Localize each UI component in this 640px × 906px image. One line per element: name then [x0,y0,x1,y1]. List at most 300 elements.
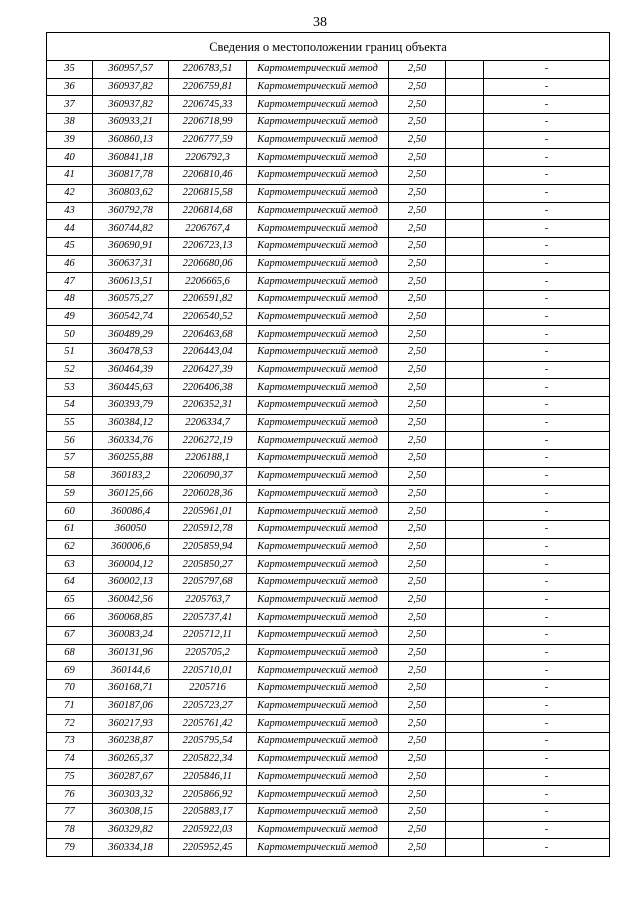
y-coordinate-cell: 2205859,94 [169,538,247,556]
point-number-cell: 57 [47,450,93,468]
x-coordinate-cell: 360478,53 [93,344,169,362]
note-cell: - [484,96,610,114]
y-coordinate-cell: 2205952,45 [169,839,247,857]
empty-cell [446,839,484,857]
accuracy-cell: 2,50 [389,520,446,538]
accuracy-cell: 2,50 [389,485,446,503]
y-coordinate-cell: 2206463,68 [169,326,247,344]
y-coordinate-cell: 2206767,4 [169,220,247,238]
table-row [47,697,610,715]
method-cell: Картометрический метод [247,344,389,362]
y-coordinate-cell: 2206352,31 [169,397,247,415]
x-coordinate-cell: 360006,6 [93,538,169,556]
note-cell: - [484,432,610,450]
method-cell: Картометрический метод [247,149,389,167]
y-coordinate-cell: 2206090,37 [169,467,247,485]
table-row [47,609,610,627]
x-coordinate-cell: 360265,37 [93,750,169,768]
x-coordinate-cell: 360086,4 [93,503,169,521]
accuracy-cell: 2,50 [389,344,446,362]
x-coordinate-cell: 360817,78 [93,167,169,185]
note-cell: - [484,573,610,591]
y-coordinate-cell: 2206815,58 [169,184,247,202]
x-coordinate-cell: 360238,87 [93,733,169,751]
empty-cell [446,662,484,680]
y-coordinate-cell: 2205716 [169,680,247,698]
x-coordinate-cell: 360050 [93,520,169,538]
y-coordinate-cell: 2205761,42 [169,715,247,733]
accuracy-cell: 2,50 [389,750,446,768]
note-cell: - [484,220,610,238]
y-coordinate-cell: 2205797,68 [169,573,247,591]
point-number-cell: 55 [47,414,93,432]
accuracy-cell: 2,50 [389,414,446,432]
accuracy-cell: 2,50 [389,768,446,786]
y-coordinate-cell: 2206718,99 [169,114,247,132]
table-row [47,96,610,114]
empty-cell [446,96,484,114]
method-cell: Картометрический метод [247,768,389,786]
method-cell: Картометрический метод [247,255,389,273]
method-cell: Картометрический метод [247,715,389,733]
point-number-cell: 35 [47,61,93,79]
point-number-cell: 42 [47,184,93,202]
empty-cell [446,326,484,344]
table-row [47,308,610,326]
note-cell: - [484,609,610,627]
method-cell: Картометрический метод [247,167,389,185]
empty-cell [446,344,484,362]
point-number-cell: 45 [47,237,93,255]
method-cell: Картометрический метод [247,414,389,432]
empty-cell [446,467,484,485]
x-coordinate-cell: 360937,82 [93,96,169,114]
y-coordinate-cell: 2206591,82 [169,290,247,308]
accuracy-cell: 2,50 [389,361,446,379]
point-number-cell: 65 [47,591,93,609]
y-coordinate-cell: 2206028,36 [169,485,247,503]
y-coordinate-cell: 2205850,27 [169,556,247,574]
y-coordinate-cell: 2206443,04 [169,344,247,362]
accuracy-cell: 2,50 [389,202,446,220]
note-cell: - [484,733,610,751]
method-cell: Картометрический метод [247,450,389,468]
point-number-cell: 36 [47,78,93,96]
point-number-cell: 75 [47,768,93,786]
empty-cell [446,202,484,220]
table-row [47,379,610,397]
accuracy-cell: 2,50 [389,503,446,521]
table-row [47,344,610,362]
table-row [47,715,610,733]
note-cell: - [484,750,610,768]
y-coordinate-cell: 2205795,54 [169,733,247,751]
empty-cell [446,432,484,450]
empty-cell [446,273,484,291]
accuracy-cell: 2,50 [389,821,446,839]
empty-cell [446,220,484,238]
y-coordinate-cell: 2206680,06 [169,255,247,273]
x-coordinate-cell: 360168,71 [93,680,169,698]
table-row [47,627,610,645]
note-cell: - [484,803,610,821]
table-row [47,768,610,786]
x-coordinate-cell: 360287,67 [93,768,169,786]
accuracy-cell: 2,50 [389,220,446,238]
y-coordinate-cell: 2206272,19 [169,432,247,450]
accuracy-cell: 2,50 [389,609,446,627]
table-row [47,167,610,185]
x-coordinate-cell: 360334,76 [93,432,169,450]
method-cell: Картометрический метод [247,786,389,804]
y-coordinate-cell: 2205866,92 [169,786,247,804]
x-coordinate-cell: 360125,66 [93,485,169,503]
point-number-cell: 47 [47,273,93,291]
table-row [47,821,610,839]
x-coordinate-cell: 360329,82 [93,821,169,839]
y-coordinate-cell: 2205961,01 [169,503,247,521]
point-number-cell: 71 [47,697,93,715]
method-cell: Картометрический метод [247,803,389,821]
empty-cell [446,609,484,627]
table-row [47,414,610,432]
note-cell: - [484,255,610,273]
method-cell: Картометрический метод [247,432,389,450]
method-cell: Картометрический метод [247,503,389,521]
accuracy-cell: 2,50 [389,839,446,857]
table-row [47,131,610,149]
method-cell: Картометрический метод [247,644,389,662]
accuracy-cell: 2,50 [389,326,446,344]
y-coordinate-cell: 2206334,7 [169,414,247,432]
note-cell: - [484,662,610,680]
table-row [47,397,610,415]
method-cell: Картометрический метод [247,379,389,397]
y-coordinate-cell: 2206792,3 [169,149,247,167]
accuracy-cell: 2,50 [389,644,446,662]
y-coordinate-cell: 2206783,51 [169,61,247,79]
x-coordinate-cell: 360144,6 [93,662,169,680]
point-number-cell: 39 [47,131,93,149]
note-cell: - [484,697,610,715]
note-cell: - [484,361,610,379]
note-cell: - [484,414,610,432]
method-cell: Картометрический метод [247,397,389,415]
empty-cell [446,680,484,698]
table-row [47,485,610,503]
method-cell: Картометрический метод [247,273,389,291]
method-cell: Картометрический метод [247,220,389,238]
method-cell: Картометрический метод [247,591,389,609]
x-coordinate-cell: 360303,32 [93,786,169,804]
table-row [47,361,610,379]
x-coordinate-cell: 360464,39 [93,361,169,379]
point-number-cell: 74 [47,750,93,768]
accuracy-cell: 2,50 [389,450,446,468]
y-coordinate-cell: 2206814,68 [169,202,247,220]
point-number-cell: 46 [47,255,93,273]
table-title-row [47,33,610,61]
point-number-cell: 53 [47,379,93,397]
note-cell: - [484,591,610,609]
table-row [47,573,610,591]
accuracy-cell: 2,50 [389,114,446,132]
empty-cell [446,715,484,733]
empty-cell [446,308,484,326]
point-number-cell: 64 [47,573,93,591]
table-row [47,503,610,521]
note-cell: - [484,379,610,397]
note-cell: - [484,715,610,733]
x-coordinate-cell: 360131,96 [93,644,169,662]
accuracy-cell: 2,50 [389,556,446,574]
y-coordinate-cell: 2205723,27 [169,697,247,715]
x-coordinate-cell: 360792,78 [93,202,169,220]
point-number-cell: 50 [47,326,93,344]
table-title: Сведения о местоположении границ объекта [47,33,610,61]
point-number-cell: 54 [47,397,93,415]
table-row [47,237,610,255]
point-number-cell: 76 [47,786,93,804]
y-coordinate-cell: 2205883,17 [169,803,247,821]
table-row [47,114,610,132]
method-cell: Картометрический метод [247,78,389,96]
note-cell: - [484,627,610,645]
table-row [47,803,610,821]
table-row [47,591,610,609]
y-coordinate-cell: 2206427,39 [169,361,247,379]
x-coordinate-cell: 360042,56 [93,591,169,609]
x-coordinate-cell: 360002,13 [93,573,169,591]
empty-cell [446,503,484,521]
table-row [47,202,610,220]
accuracy-cell: 2,50 [389,379,446,397]
y-coordinate-cell: 2206188,1 [169,450,247,468]
accuracy-cell: 2,50 [389,680,446,698]
table-row [47,184,610,202]
y-coordinate-cell: 2206810,46 [169,167,247,185]
note-cell: - [484,202,610,220]
method-cell: Картометрический метод [247,662,389,680]
x-coordinate-cell: 360937,82 [93,78,169,96]
table-row [47,733,610,751]
y-coordinate-cell: 2205710,01 [169,662,247,680]
table-row [47,220,610,238]
point-number-cell: 78 [47,821,93,839]
accuracy-cell: 2,50 [389,131,446,149]
point-number-cell: 67 [47,627,93,645]
note-cell: - [484,184,610,202]
x-coordinate-cell: 360637,31 [93,255,169,273]
empty-cell [446,697,484,715]
empty-cell [446,379,484,397]
table-row [47,467,610,485]
y-coordinate-cell: 2206406,38 [169,379,247,397]
point-number-cell: 62 [47,538,93,556]
point-number-cell: 40 [47,149,93,167]
empty-cell [446,184,484,202]
table-row [47,78,610,96]
method-cell: Картометрический метод [247,839,389,857]
x-coordinate-cell: 360393,79 [93,397,169,415]
accuracy-cell: 2,50 [389,803,446,821]
method-cell: Картометрический метод [247,184,389,202]
method-cell: Картометрический метод [247,520,389,538]
x-coordinate-cell: 360334,18 [93,839,169,857]
method-cell: Картометрический метод [247,237,389,255]
empty-cell [446,255,484,273]
empty-cell [446,450,484,468]
y-coordinate-cell: 2205712,11 [169,627,247,645]
note-cell: - [484,149,610,167]
accuracy-cell: 2,50 [389,786,446,804]
method-cell: Картометрический метод [247,114,389,132]
table-row [47,326,610,344]
note-cell: - [484,167,610,185]
point-number-cell: 49 [47,308,93,326]
accuracy-cell: 2,50 [389,237,446,255]
x-coordinate-cell: 360690,91 [93,237,169,255]
x-coordinate-cell: 360957,57 [93,61,169,79]
method-cell: Картометрический метод [247,609,389,627]
note-cell: - [484,503,610,521]
method-cell: Картометрический метод [247,538,389,556]
table-row [47,839,610,857]
y-coordinate-cell: 2205737,41 [169,609,247,627]
method-cell: Картометрический метод [247,750,389,768]
note-cell: - [484,397,610,415]
x-coordinate-cell: 360860,13 [93,131,169,149]
accuracy-cell: 2,50 [389,61,446,79]
y-coordinate-cell: 2205705,2 [169,644,247,662]
empty-cell [446,538,484,556]
point-number-cell: 56 [47,432,93,450]
empty-cell [446,733,484,751]
accuracy-cell: 2,50 [389,397,446,415]
accuracy-cell: 2,50 [389,167,446,185]
note-cell: - [484,520,610,538]
note-cell: - [484,131,610,149]
point-number-cell: 69 [47,662,93,680]
empty-cell [446,520,484,538]
y-coordinate-cell: 2205846,11 [169,768,247,786]
point-number-cell: 70 [47,680,93,698]
accuracy-cell: 2,50 [389,591,446,609]
empty-cell [446,786,484,804]
note-cell: - [484,78,610,96]
y-coordinate-cell: 2206759,81 [169,78,247,96]
note-cell: - [484,821,610,839]
empty-cell [446,397,484,415]
accuracy-cell: 2,50 [389,538,446,556]
x-coordinate-cell: 360489,29 [93,326,169,344]
note-cell: - [484,308,610,326]
empty-cell [446,591,484,609]
empty-cell [446,750,484,768]
method-cell: Картометрический метод [247,308,389,326]
method-cell: Картометрический метод [247,467,389,485]
point-number-cell: 59 [47,485,93,503]
note-cell: - [484,467,610,485]
point-number-cell: 38 [47,114,93,132]
y-coordinate-cell: 2206540,52 [169,308,247,326]
accuracy-cell: 2,50 [389,627,446,645]
empty-cell [446,768,484,786]
method-cell: Картометрический метод [247,361,389,379]
empty-cell [446,485,484,503]
note-cell: - [484,768,610,786]
x-coordinate-cell: 360068,85 [93,609,169,627]
y-coordinate-cell: 2206745,33 [169,96,247,114]
accuracy-cell: 2,50 [389,573,446,591]
table-row [47,680,610,698]
method-cell: Картометрический метод [247,627,389,645]
x-coordinate-cell: 360575,27 [93,290,169,308]
method-cell: Картометрический метод [247,733,389,751]
accuracy-cell: 2,50 [389,184,446,202]
method-cell: Картометрический метод [247,96,389,114]
empty-cell [446,803,484,821]
accuracy-cell: 2,50 [389,733,446,751]
table-row [47,750,610,768]
table-row [47,290,610,308]
accuracy-cell: 2,50 [389,290,446,308]
page-number: 38 [313,15,327,30]
note-cell: - [484,237,610,255]
accuracy-cell: 2,50 [389,255,446,273]
method-cell: Картометрический метод [247,680,389,698]
note-cell: - [484,556,610,574]
empty-cell [446,114,484,132]
x-coordinate-cell: 360542,74 [93,308,169,326]
accuracy-cell: 2,50 [389,697,446,715]
y-coordinate-cell: 2206723,13 [169,237,247,255]
accuracy-cell: 2,50 [389,78,446,96]
point-number-cell: 48 [47,290,93,308]
empty-cell [446,149,484,167]
point-number-cell: 51 [47,344,93,362]
y-coordinate-cell: 2206777,59 [169,131,247,149]
method-cell: Картометрический метод [247,131,389,149]
boundary-table [46,32,610,857]
table-row [47,556,610,574]
point-number-cell: 43 [47,202,93,220]
x-coordinate-cell: 360384,12 [93,414,169,432]
table-body [47,33,610,857]
table-row [47,61,610,79]
x-coordinate-cell: 360255,88 [93,450,169,468]
y-coordinate-cell: 2205912,78 [169,520,247,538]
y-coordinate-cell: 2205822,34 [169,750,247,768]
table-row [47,255,610,273]
point-number-cell: 37 [47,96,93,114]
note-cell: - [484,61,610,79]
empty-cell [446,573,484,591]
note-cell: - [484,450,610,468]
method-cell: Картометрический метод [247,290,389,308]
x-coordinate-cell: 360841,18 [93,149,169,167]
point-number-cell: 77 [47,803,93,821]
empty-cell [446,237,484,255]
point-number-cell: 41 [47,167,93,185]
point-number-cell: 44 [47,220,93,238]
table-row [47,644,610,662]
empty-cell [446,644,484,662]
point-number-cell: 63 [47,556,93,574]
accuracy-cell: 2,50 [389,467,446,485]
x-coordinate-cell: 360083,24 [93,627,169,645]
accuracy-cell: 2,50 [389,149,446,167]
